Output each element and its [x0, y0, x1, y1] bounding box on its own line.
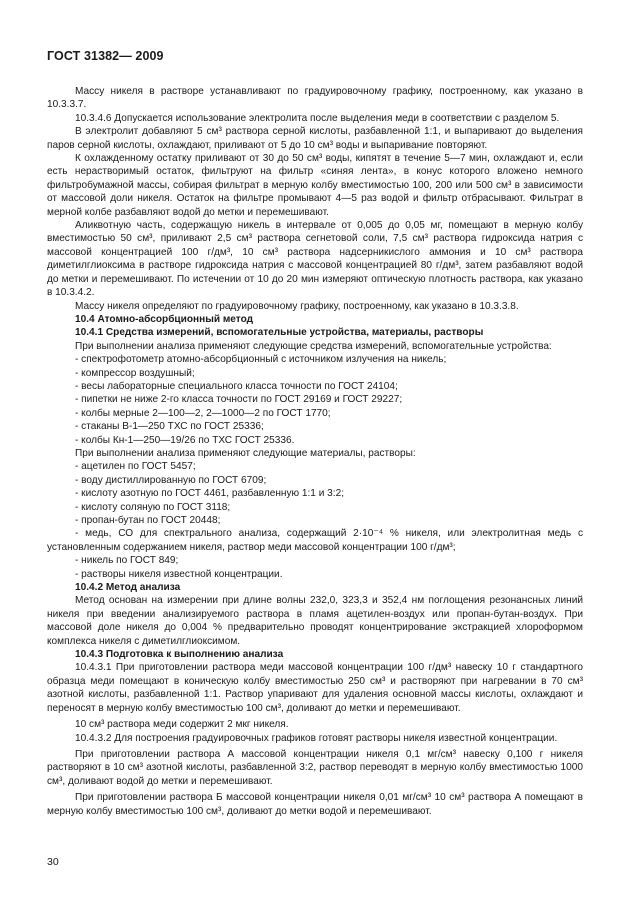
list-item: - никель по ГОСТ 849; — [75, 555, 179, 567]
list-item: - пипетки не ниже 2-го класса точности по ГОСТ 29169 и ГОСТ 29227; — [75, 394, 403, 406]
list-item: - весы лабораторные специального класса точности по ГОСТ 24104; — [75, 380, 398, 392]
list-item: - растворы никеля известной концентрации. — [75, 568, 283, 580]
paragraph: 10 см³ раствора меди содержит 2 мкг никеля. — [75, 719, 289, 731]
list-item: - компрессор воздушный; — [75, 367, 195, 379]
document-header: ГОСТ 31382— 2009 — [47, 49, 164, 63]
paragraph: 10.4.3.2 Для построения градуировочных графиков готовят растворы никеля известной концентрации. — [75, 732, 558, 744]
paragraph: При приготовлении раствора Б массовой концентрации никеля 0,01 мг/см³ 10 см³ раствора А помещают в мерную колбу вместимостью 100 см³, доливают до метки водой и перемешивают. — [47, 792, 583, 817]
list-item: - воду дистиллированную по ГОСТ 6709; — [75, 474, 267, 486]
list-item: - спектрофотометр атомно-абсорбционный с источником излучения на никель; — [75, 354, 447, 366]
document-body — [47, 85, 583, 818]
paragraph: 10.4.3.1 При приготовлении раствора меди массовой концентрации 100 г/дм³ навеску 10 г стандартного образца меди помещают в коническую колбу вместимостью 250 см³ и растворяют при нагревании в 70 см³ азотной кислоты, разбавленной 1:1. Раствор упаривают для удаления основной массы кислоты, охлаждают и переносят в мерную колбу вместимостью 100 см³, доливают до метки и перемешивают. — [47, 662, 583, 714]
section-heading: 10.4.2 Метод анализа — [75, 582, 181, 594]
list-item: - пропан-бутан по ГОСТ 20448; — [75, 515, 221, 526]
paragraph: 10.3.4.6 Допускается использование электролита после выделения меди в соответствии с разделом 5. — [75, 112, 560, 124]
list-item: - колбы Кн-1—250—19/26 по ТХС ГОСТ 25336. — [75, 434, 295, 446]
paragraph: При выполнении анализа применяют следующие средства измерений, вспомогательные устройства: — [75, 340, 552, 352]
list-item: - колбы мерные 2—100—2, 2—1000—2 по ГОСТ 1770; — [75, 407, 331, 419]
paragraph: Аликвотную часть, содержащую никель в интервале от 0,005 до 0,05 мг, помещают в мерную колбу вместимостью 50 см³, приливают 2,5 см³ раствора сегнетовой соли, 7,5 см³ раствора гидроксида натрия с массовой концентрацией 100 г/дм³, 10 см³ раствора надсерникислого аммония и 10 см³ раствора диметилглиоксима в растворе гидроксида натрия с массовой концентрацией 80 г/дм³, затем разбавляют водой до метки и перемешивают. По истечении от 10 до 20 мин измеряют оптическую плотность раствора, как указано в 10.3.4.2. — [47, 220, 583, 299]
paragraph: При приготовлении раствора А массовой концентрации никеля 0,1 мг/см³ навеску 0,100 г никеля растворяют в 10 см³ азотной кислоты, разбавленной 3:2, раствор переводят в мерную колбу вместимостью 1000 см³, доливают водой до метки и перемешивают. — [47, 748, 583, 787]
section-heading: 10.4.1 Средства измерений, вспомогательные устройства, материалы, растворы — [75, 327, 484, 339]
paragraph: Метод основан на измерении при длине волны 232,0, 323,3 и 352,4 нм поглощения резонансных линий никеля при введении анализируемого раствора в пламя ацетилен-воздух или пропан-бутан-воздух. При массовой доле никеля до 0,004 % предварительно проводят концентрирование экстракцией хлороформом комплекса никеля с диметилглиоксимом. — [47, 595, 583, 647]
paragraph: При выполнении анализа применяют следующие материалы, растворы: — [75, 447, 416, 459]
list-item: - ацетилен по ГОСТ 5457; — [75, 461, 196, 473]
section-heading: 10.4 Атомно-абсорбционный метод — [75, 313, 254, 325]
list-item: - кислоту азотную по ГОСТ 4461, разбавленную 1:1 и 3:2; — [75, 488, 345, 500]
section-heading: 10.4.3 Подготовка к выполнению анализа — [75, 649, 284, 661]
page-number: 30 — [47, 856, 59, 868]
paragraph: - медь, СО для спектрального анализа, содержащий 2·10⁻⁴ % никеля, или электролитная медь с установленным содержанием никеля, раствор меди массовой концентрации 100 г/дм³; — [47, 528, 583, 553]
list-item: - кислоту соляную по ГОСТ 3118; — [75, 501, 231, 513]
paragraph: Массу никеля определяют по градуировочному графику, построенному, как указано в 10.3.3.8. — [75, 300, 519, 312]
paragraph: Массу никеля в растворе устанавливают по градуировочному графику, построенному, как указано в 10.3.3.7. — [47, 86, 583, 111]
paragraph: В электролит добавляют 5 см³ раствора серной кислоты, разбавленной 1:1, и выпаривают до выделения паров серной кислоты, охлаждают, приливают от 5 до 10 см³ воды и выпаривание повторяют. — [47, 126, 583, 151]
paragraph: К охлажденному остатку приливают от 30 до 50 см³ воды, кипятят в течение 5—7 мин, охлаждают и, если есть нерастворимый остаток, фильтруют на фильтр «синяя лента», в конус которого вложено немного фильтробумажной массы, собирая фильтрат в мерную колбу вместимостью 100, 200 или 500 см³ в зависимости от массовой доли никеля. Остаток на фильтре промывают 4—5 раз водой и фильтр отбрасывают. Фильтрат в мерной колбе разбавляют водой до метки и перемешивают. — [47, 153, 583, 218]
list-item: - стаканы В-1—250 ТХС по ГОСТ 25336; — [75, 421, 264, 433]
